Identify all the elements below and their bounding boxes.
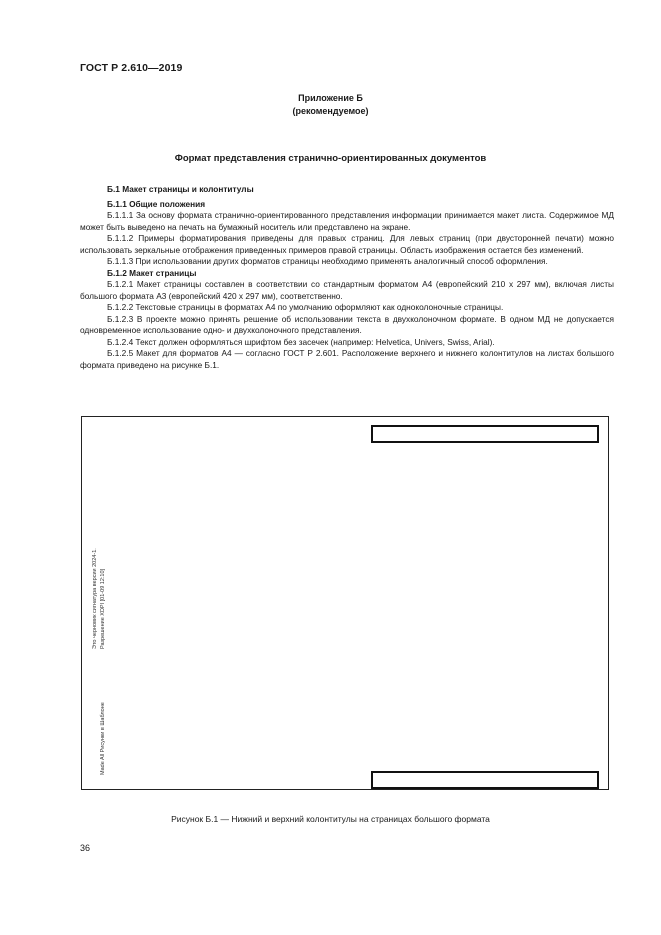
section-heading-b1: Б.1 Макет страницы и колонтитулы	[107, 184, 254, 194]
figure-vertical-text-2: Разрешение XDPI [01-09 12:10]	[100, 568, 106, 649]
footer-band	[371, 771, 599, 789]
paragraph-b125: Б.1.2.5 Макет для форматов А4 — согласно ГОСТ Р 2.601. Расположение верхнего и нижнего колонтитулов на листах большого формата приведено на рисунке Б.1.	[80, 348, 614, 370]
appendix-note: (рекомендуемое)	[292, 106, 369, 116]
paragraph-b122: Б.1.2.2 Текстовые страницы в форматах А4 по умолчанию оформляют как одноколоночные страницы.	[107, 302, 504, 312]
figure-page-layout	[81, 416, 609, 790]
appendix-heading	[0, 92, 661, 118]
paragraph-b113: Б.1.1.3 При использовании других форматов страницы необходимо применять аналогичный способ оформления.	[107, 256, 548, 266]
paragraph-b123: Б.1.2.3 В проекте можно принять решение об использовании текста в двухколоночном формате. В одном МД не допускается одновременное использование одно- и двухколоночного представления.	[80, 313, 614, 335]
header-band	[371, 425, 599, 443]
paragraph-b121: Б.1.2.1 Макет страницы составлен в соответствии со стандартным форматом А4 (европейский 210 x 297 мм), включая листы большого формата А3 (европейский 420 x 297 мм), соответственно.	[80, 279, 614, 301]
paragraph-b124: Б.1.2.4 Текст должен оформляться шрифтом без засечек (например: Helvetica, Univers, Swiss, Arial).	[107, 336, 495, 347]
document-body	[80, 184, 614, 371]
page-number: 36	[80, 843, 91, 853]
figure-vertical-text-3: Made All Рисунки в Шаблоне	[100, 702, 106, 775]
appendix-title: Приложение Б	[298, 93, 363, 103]
section-heading-b11: Б.1.1 Общие положения	[107, 198, 206, 209]
paragraph-b111: Б.1.1.1 За основу формата странично-ориентированного представления информации принимается макет листа. Содержимое МД может быть выведено на печать на бумажный носитель или представлено на экране.	[80, 210, 614, 232]
document-standard-header: ГОСТ Р 2.610—2019	[80, 62, 183, 74]
figure-vertical-text-1: Это черновик сигнатура версии 2024-1.	[92, 548, 98, 649]
figure-caption: Рисунок Б.1 — Нижний и верхний колонтитулы на страницах большого формата	[171, 814, 490, 824]
section-heading-b12: Б.1.2 Макет страницы	[107, 267, 197, 278]
paragraph-b112: Б.1.1.2 Примеры форматирования приведены для правых страниц. Для левых страниц (при двусторонней печати) можно использовать зеркальные отображения приведенных примеров правой страницы. Область изображения остается без изменений.	[80, 233, 614, 255]
document-title: Формат представления странично-ориентированных документов	[174, 153, 487, 164]
